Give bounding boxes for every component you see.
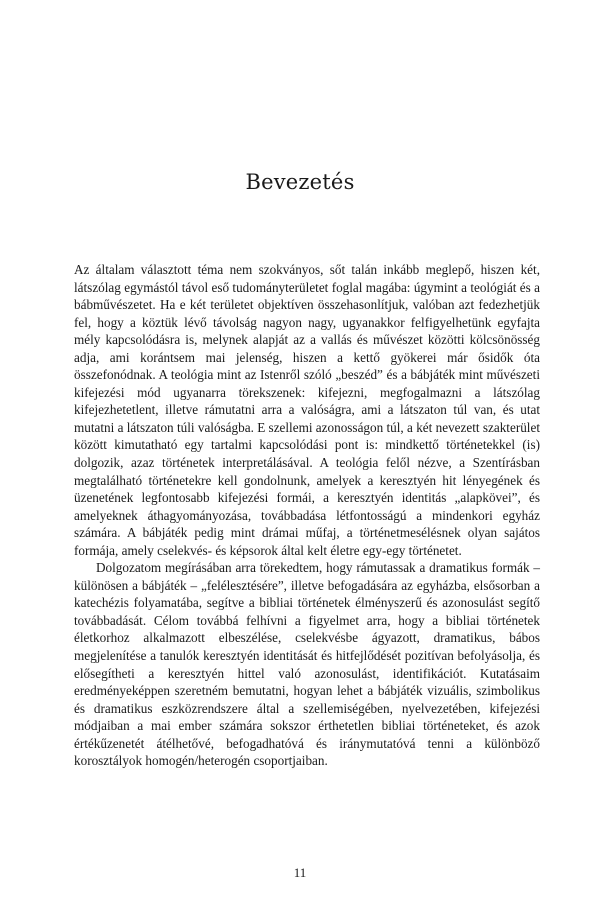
page-number: 11 bbox=[293, 865, 307, 880]
body-text bbox=[74, 261, 540, 770]
chapter-title: Bevezetés bbox=[245, 170, 355, 194]
paragraph-1: Az általam választott téma nem szokványos, sőt talán inkább meglepő, hiszen két, látszólag egymástól távol eső tudományterületet foglal magába: úgymint a teológiát és a bábművészetet. Ha e két területet objektíven összehasonlítjuk, valóban azt fedezhetjük fel, hogy a köztük lévő távolság nagyon nagy, ugyanakkor felfigyelhetünk egyfajta mély kapcsolódásra is, melynek alapját az a vallás és művészet közötti kölcsönösség adja, ami korántsem mai jelenség, hiszen a kettő gyökerei már ősidők óta összefonódnak. A teológia mint az Istenről szóló „beszéd” és a bábjáték mint művészeti kifejezési mód ugyanarra törekszenek: kifejezni, megfogalmazni a látszólag kifejezhetetlent, illetve rámutatni arra a valóságra, ami a látszaton túl van, és utat mutatni a látszaton túli valóságba. E szellemi azonosságon túl, a két nevezett szakterület között kimutatható egy tartalmi kapcsolódási pont is: mindkettő történetekkel (is) dolgozik, azaz történetek interpretálásával. A teológia felől nézve, a Szentírásban megtalálható történetekre kell gondolnunk, amelyek a keresztyén hit lényegének és üzenetének legfontosabb kifejezési formái, a keresztyén identitás „alapkövei”, és amelyeknek áthagyományozása, továbbadása létfontosságú a mindenkori egyház számára. A bábjáték pedig mint drámai műfaj, a történetmesélésnek olyan sajátos formája, amely cselekvés- és képsorok által kelt életre egy-egy történetet. bbox=[74, 262, 540, 558]
paragraph-2: Dolgozatom megírásában arra törekedtem, hogy rámutassak a dramatikus formák – különösen a bábjáték – „felélesztésére”, illetve befogadására az egyházba, elsősorban a katechézis folyamatába, segítve a bibliai történetek élményszerű és azonosulást segítő továbbadását. Célom továbbá felhívni a figyelmet arra, hogy a bibliai történetek életkorhoz alkalmazott elbeszélése, cselekvésbe ágyazott, dramatikus, bábos megjelenítése a tanulók keresztyén identitását és hitfejlődését pozitívan befolyásolja, és elősegítheti a keresztyén hittel való azonosulást, identifikációt. Kutatásaim eredményeképpen szeretném bemutatni, hogyan lehet a bábjáték vizuális, szimbolikus és dramatikus eszközrendszere által a szellemiségében, nyelvezetében, kifejezési módjaiban a mai ember számára sokszor érthetetlen bibliai történeteket, és azok értékűzenetét átélhetővé, befogadhatóvá és iránymutatóvá tenni a különböző korosztályok homogén/heterogén csoportjaiban. bbox=[74, 560, 540, 769]
